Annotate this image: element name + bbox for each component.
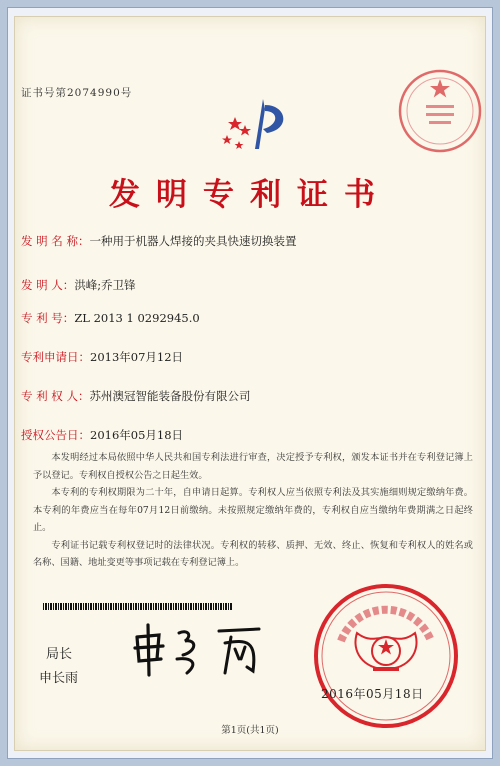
field-label: 专利申请日：: [21, 350, 90, 364]
certificate-number: 证书号第2074990号: [21, 87, 133, 99]
field-label: 授权公告日：: [21, 428, 90, 442]
field-grant-date: [21, 427, 183, 443]
field-label: 专 利 号：: [21, 311, 75, 325]
field-label: 专 利 权 人：: [21, 389, 90, 403]
field-invention-name: [21, 233, 296, 249]
field-value: 苏州澳冠智能装备股份有限公司: [89, 389, 251, 403]
paragraph-grant: 本发明经过本局依照中华人民共和国专利法进行审查，决定授予专利权，颁发本证书并在专利登记簿上予以登记。专利权自授权公告之日起生效。: [33, 452, 473, 481]
seal-date: 2016年05月18日: [321, 687, 424, 701]
director-title: 局长: [46, 647, 73, 662]
paragraph-term: 本专利的专利权期限为二十年，自申请日起算。专利权人应当依照专利法及其实施细则规定缴纳年费。本专利的年费应当在每年07月12日前缴纳。未按照规定缴纳年费的，专利权自应当缴纳年费期满之日起终止。: [33, 487, 473, 533]
official-seal: [311, 581, 461, 731]
field-value: ZL 2013 1 0292945.0: [74, 311, 200, 325]
field-label: 发 明 人：: [21, 278, 75, 292]
certificate-paper: [14, 16, 486, 751]
field-value: 2013年07月12日: [90, 350, 184, 364]
certificate-body: [33, 449, 473, 572]
director-name: 申长雨: [39, 671, 79, 686]
field-patent-number: [21, 310, 200, 326]
certificate-title: 发明专利证书: [109, 177, 391, 213]
field-inventor: [21, 277, 136, 293]
page-number: 第1页(共1页): [221, 725, 279, 736]
paragraph-status: 专利证书记载专利权登记时的法律状况。专利权的转移、质押、无效、终止、恢复和专利权人的姓名或名称、国籍、地址变更等事项记载在专利登记簿上。: [33, 539, 473, 568]
director-signature: [127, 615, 287, 685]
agency-seal-small: [396, 67, 484, 155]
patent-office-logo: [205, 95, 305, 155]
field-value: 一种用于机器人焊接的夹具快速切换装置: [89, 234, 297, 248]
field-application-date: [21, 349, 183, 365]
field-value: 2016年05月18日: [90, 428, 184, 442]
field-patentee: [21, 388, 250, 404]
field-label: 发 明 名 称：: [21, 234, 90, 248]
field-value: 洪峰;乔卫锋: [74, 278, 136, 292]
barcode: [43, 603, 233, 610]
